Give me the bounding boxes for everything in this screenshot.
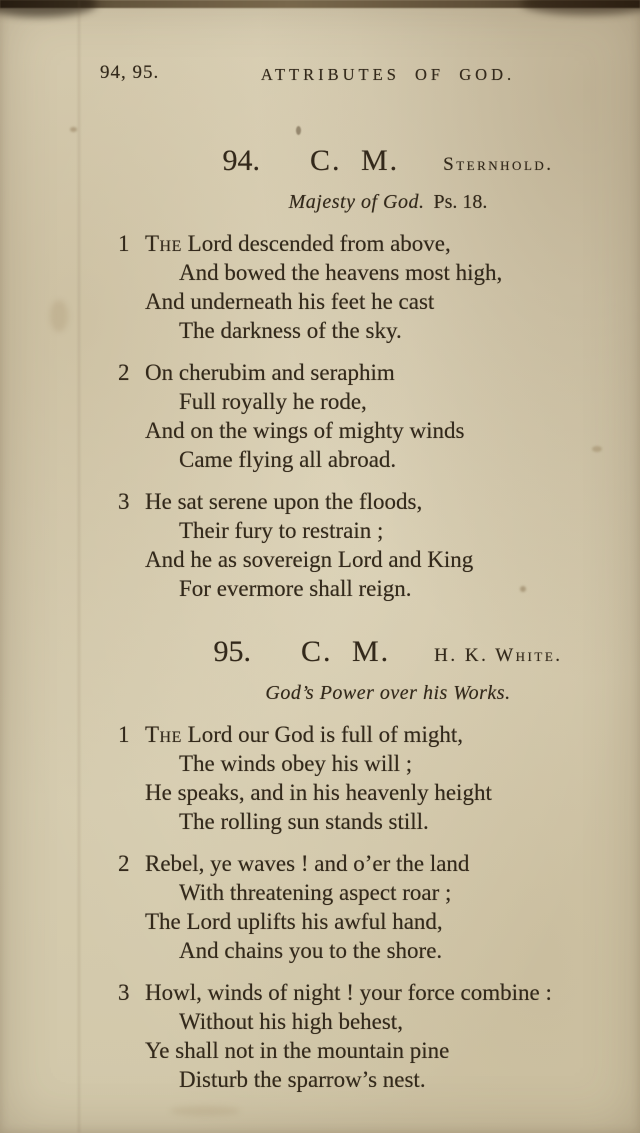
hymn-verses (0, 229, 640, 603)
verse-lines (145, 229, 640, 345)
verse-line: He sat serene upon the floods, (145, 489, 423, 514)
verse-line: And on the wings of mighty winds (145, 418, 465, 443)
foxing-speck (296, 126, 301, 135)
verse-number: 2 (118, 851, 130, 876)
verse (118, 229, 640, 345)
verse-line: Howl, winds of night ! your force combine : (145, 980, 552, 1005)
hymn-94 (0, 146, 640, 603)
verse-line: The Lord our God is full of might, (145, 722, 463, 747)
running-head (0, 62, 640, 88)
hymn-subtitle-text: God’s Power over his Works. (265, 682, 511, 704)
verse-line: He speaks, and in his heavenly height (145, 780, 492, 805)
verse-line: Full royally he rode, (179, 389, 367, 414)
verse-number: 3 (118, 980, 130, 1005)
verse-line: For evermore shall reign. (179, 576, 412, 601)
foxing-speck (170, 1106, 240, 1116)
running-title: ATTRIBUTES OF GOD. (260, 65, 516, 84)
hymn-verses (0, 720, 640, 1094)
verse-line: Came flying all abroad. (179, 447, 397, 472)
verse-lines (145, 720, 640, 836)
page-crease (78, 0, 80, 1133)
verse-line: The winds obey his will ; (179, 751, 413, 776)
verse-line: The Lord descended from above, (145, 231, 451, 256)
hymn-meter: C. M. (309, 144, 400, 177)
verse-lines (145, 849, 640, 965)
verse-lines (145, 487, 640, 603)
scripture-reference: Ps. 18. (433, 191, 488, 213)
hymn-author: H. K. White. (434, 645, 563, 666)
hymn-subtitle (0, 681, 640, 705)
verse-line: And chains you to the shore. (179, 938, 443, 963)
verse (118, 978, 640, 1094)
verse-number: 3 (118, 489, 130, 514)
verse (118, 358, 640, 474)
corner-stain-left (0, 0, 97, 17)
verse-number: 1 (118, 231, 130, 256)
page-numbers: 94, 95. (100, 62, 160, 83)
hymn-number: 95. (213, 635, 251, 668)
foxing-speck (70, 127, 77, 132)
hymn-number: 94. (222, 144, 260, 177)
verse-line: The Lord uplifts his awful hand, (145, 909, 443, 934)
verse (118, 849, 640, 965)
verse-number: 2 (118, 360, 130, 385)
hymn-subtitle (0, 190, 640, 214)
verse-line: With threatening aspect roar ; (179, 880, 452, 905)
hymn-subtitle-text: Majesty of God. (288, 191, 425, 213)
verse-number: 1 (118, 722, 130, 747)
hymn-heading (0, 637, 640, 667)
hymn-95 (0, 637, 640, 1094)
hymn-heading (0, 146, 640, 176)
verse-line: The rolling sun stands still. (179, 809, 429, 834)
verse-lines (145, 978, 640, 1094)
verse-lines (145, 358, 640, 474)
foxing-speck (520, 586, 526, 592)
corner-stain-right (521, 0, 640, 15)
foxing-speck (50, 300, 68, 332)
verse (118, 720, 640, 836)
verse (118, 487, 640, 603)
verse-line: Without his high behest, (179, 1009, 403, 1034)
hymn-meter: C. M. (300, 635, 391, 668)
verse-line: The darkness of the sky. (179, 318, 402, 343)
foxing-speck (592, 446, 602, 452)
verse-line: Rebel, ye waves ! and o’er the land (145, 851, 470, 876)
hymn-author: Sternhold. (443, 154, 554, 175)
verse-line: On cherubim and seraphim (145, 360, 395, 385)
verse-line: Disturb the sparrow’s nest. (179, 1067, 426, 1092)
verse-line: And bowed the heavens most high, (179, 260, 503, 285)
verse-line: Their fury to restrain ; (179, 518, 384, 543)
verse-line: And he as sovereign Lord and King (145, 547, 474, 572)
verse-line: Ye shall not in the mountain pine (145, 1038, 450, 1063)
verse-line: And underneath his feet he cast (145, 289, 435, 314)
